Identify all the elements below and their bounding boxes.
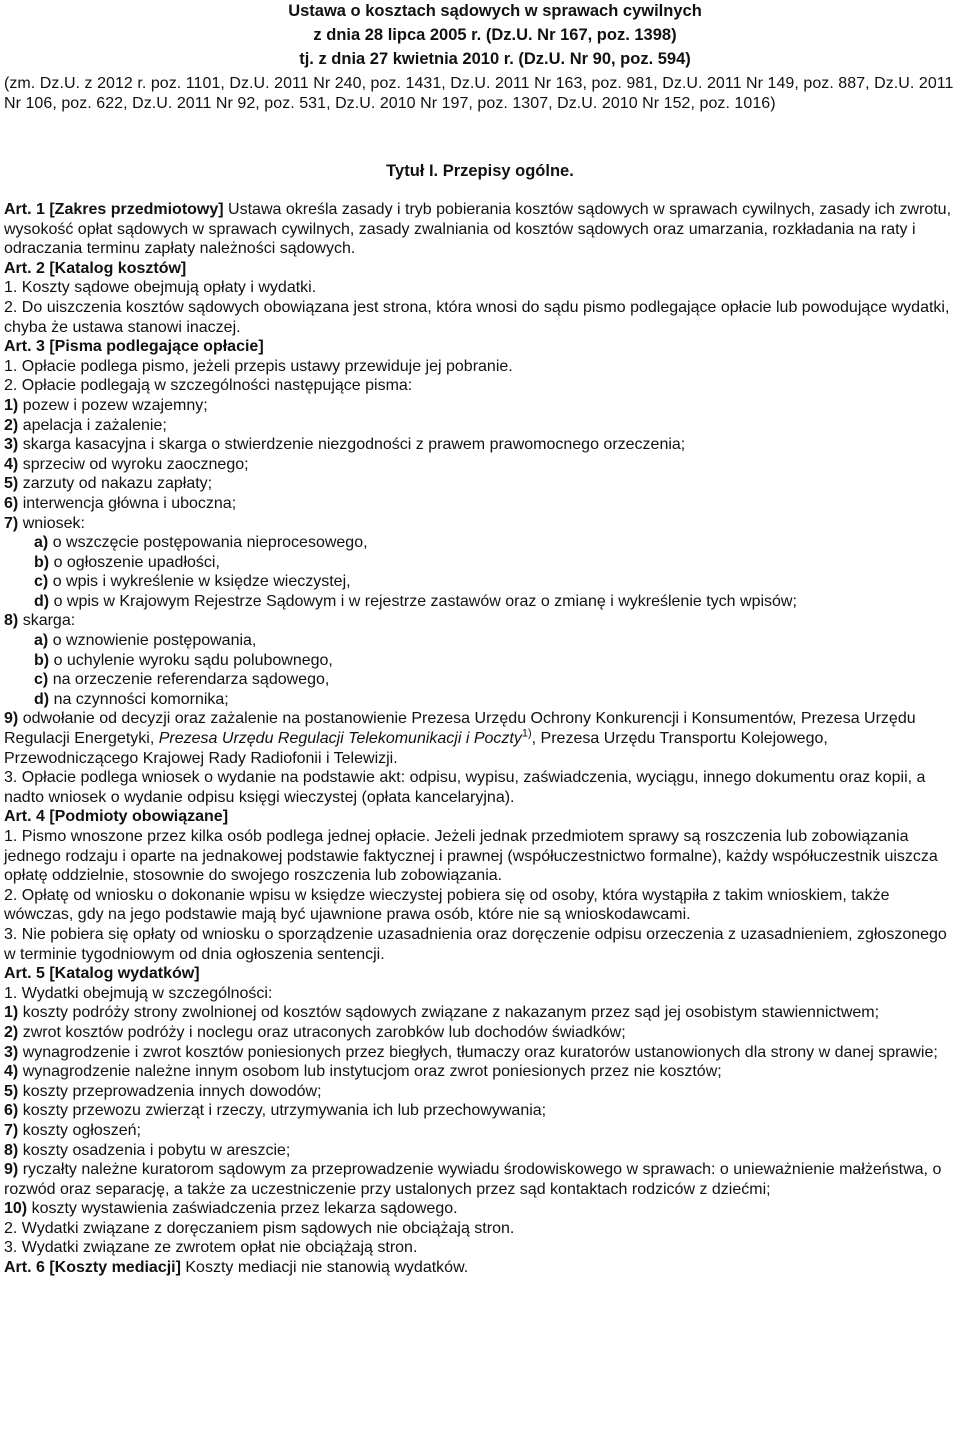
article-6-text: Koszty mediacji nie stanowią wydatków. [180,1259,469,1277]
article-1 [4,200,956,259]
list-item: 9) ryczałty należne kuratorom sądowym za przeprowadzenie wywiadu środowiskowego w sprawach: o unieważnienie małżeństwa, o rozwód oraz separację, a także za uczestniczenie przy ustalonych przez sąd kontaktach rodziców z dziećmi; [4,1161,942,1198]
section-title: Tytuł I. Przepisy ogólne. [386,162,574,180]
list-item: 2) apelacja i zażalenie; [4,416,167,434]
article-4-heading: Art. 4 [Podmioty obowiązane] [4,808,229,826]
list-item: 1) koszty podróży strony zwolnionej od kosztów sądowych związane z nakazanym przez sąd jej osobistym stawiennictwem; [4,1004,880,1022]
act-date-publication: z dnia 28 lipca 2005 r. (Dz.U. Nr 167, poz. 1398) [313,26,677,44]
list-item: 6) koszty przewozu zwierząt i rzeczy, utrzymywania ich lub przechowywania; [4,1102,547,1120]
footnote-reference[interactable]: 1) [521,727,532,740]
article-5-paragraph-1: 1. Wydatki obejmują w szczególności: [4,984,273,1002]
article-5-paragraph-3: 3. Wydatki związane ze zwrotem opłat nie obciążają stron. [4,1239,418,1257]
list-item: 2) zwrot kosztów podróży i noclegu oraz utraconych zarobków lub dochodów świadków; [4,1023,626,1041]
list-item: 9) odwołanie od decyzji oraz zażalenie na postanowienie Prezesa Urzędu Ochrony Konkurencji i Konsumentów, Prezesa Urzędu Regulacji Energetyki, Prezesa Urzędu Regulacji Telekomunikacji i Poczty$^{1)}$, Prezesa Urzędu Transportu Kolejowego, Przewodniczącego Krajowej Rady Radiofonii i Telewizji. [4,710,916,767]
act-body [4,200,956,1278]
article-4-paragraph-2: 2. Opłatę od wniosku o dokonanie wpisu w księdze wieczystej pobiera się od osoby, która wystąpiła z takim wnioskiem, także wówczas, gdy na jego podstawie mają być ujawnione prawa osób, które nie są wnioskodawcami. [4,886,890,924]
article-5-paragraph-2: 2. Wydatki związane z doręczaniem pism sądowych nie obciążają stron. [4,1219,515,1237]
consolidated-text-info: tj. z dnia 27 kwietnia 2010 r. (Dz.U. Nr 90, poz. 594) [299,50,691,68]
list-subitem: d) na czynności komornika; [34,690,229,708]
list-subitem: a) o wszczęcie postępowania nieprocesowego, [34,534,368,552]
article-4-paragraph-3: 3. Nie pobiera się opłaty od wniosku o sporządzenie uzasadnienia oraz doręczenie odpisu orzeczenia z uzasadnieniem, zgłoszonego w terminie tygodniowym od dnia ogłoszenia sentencji. [4,925,947,963]
list-subitem: b) o ogłoszenie upadłości, [34,553,220,571]
list-item: 8) koszty osadzenia i pobytu w areszcie; [4,1141,291,1159]
document-header [34,2,956,69]
list-item: 5) koszty przeprowadzenia innych dowodów; [4,1082,322,1100]
list-item: 5) zarzuty od nakazu zapłaty; [4,475,213,493]
article-3-paragraph-2: 2. Opłacie podlegają w szczególności następujące pisma: [4,377,413,395]
list-item: 6) interwencja główna i uboczna; [4,494,237,512]
article-5-heading: Art. 5 [Katalog wydatków] [4,965,200,983]
list-item: 3) skarga kasacyjna i skarga o stwierdzenie niezgodności z prawem prawomocnego orzeczenia; [4,436,686,454]
list-item: 8) skarga: [4,612,76,630]
article-3-heading: Art. 3 [Pisma podlegające opłacie] [4,338,264,356]
list-item: 7) wniosek: [4,514,85,532]
list-subitem: c) o wpis i wykreślenie w księdze wieczystej, [34,573,351,591]
article-2-paragraph-2: 2. Do uiszczenia kosztów sądowych obowiązana jest strona, która wnosi do sądu pismo podlegające opłacie lub powodujące wydatki, chyba że ustawa stanowi inaczej. [4,298,950,336]
list-item: 4) wynagrodzenie należne innym osobom lub instytucjom oraz zwrot poniesionych przez nie kosztów; [4,1063,722,1081]
list-item: 4) sprzeciw od wyroku zaocznego; [4,455,249,473]
amendments-list: (zm. Dz.U. z 2012 r. poz. 1101, Dz.U. 2011 Nr 240, poz. 1431, Dz.U. 2011 Nr 163, poz. 981, Dz.U. 2011 Nr 149, poz. 887, Dz.U. 2011 Nr 106, poz. 622, Dz.U. 2011 Nr 92, poz. 531, Dz.U. 2010 Nr 197, poz. 1307, Dz.U. 2010 Nr 152, poz. 1016) [4,75,954,112]
document [4,2,956,1278]
list-item: 7) koszty ogłoszeń; [4,1121,141,1139]
article-3-paragraph-3: 3. Opłacie podlega wniosek o wydanie na podstawie akt: odpisu, wypisu, zaświadczenia, wyciągu, innego dokumentu oraz kopii, a nadto wniosek o wydanie odpisu księgi wieczystej (opłata kancelaryjna). [4,769,926,806]
article-2-heading: Art. 2 [Katalog kosztów] [4,259,187,277]
article-6 [4,1258,956,1278]
list-subitem: a) o wznowienie postępowania, [34,632,257,650]
list-subitem: c) na orzeczenie referendarza sądowego, [34,671,330,689]
list-subitem: d) o wpis w Krajowym Rejestrze Sądowym i w rejestrze zastawów oraz o zmianę i wykreślenie tych wpisów; [34,592,797,610]
list-item: 3) wynagrodzenie i zwrot kosztów poniesionych przez biegłych, tłumaczy oraz kuratorów ustanowionych dla strony w danej sprawie; [4,1043,938,1061]
article-4-paragraph-1: 1. Pismo wnoszone przez kilka osób podlega jednej opłacie. Jeżeli jednak przedmiotem sprawy są roszczenia lub zobowiązania jednego rodzaju i oparte na jednakowej podstawie faktycznej i prawnej (współuczestnictwo formalne), każdy współuczestnik uiszcza opłatę oddzielnie, stosownie do swojego roszczenia lub zobowiązania. [4,828,938,885]
article-6-heading: Art. 6 [Koszty mediacji] [4,1259,181,1277]
article-1-heading: Art. 1 [Zakres przedmiotowy] [4,201,224,218]
list-subitem: b) o uchylenie wyroku sądu polubownego, [34,651,333,669]
article-3-paragraph-1: 1. Opłacie podlega pismo, jeżeli przepis ustawy przewiduje jej pobranie. [4,357,513,375]
act-title: Ustawa o kosztach sądowych w sprawach cywilnych [288,2,702,20]
list-item: 10) koszty wystawienia zaświadczenia przez lekarza sądowego. [4,1200,458,1218]
article-2-paragraph-1: 1. Koszty sądowe obejmują opłaty i wydatki. [4,279,317,297]
list-item: 1) pozew i pozew wzajemny; [4,396,208,414]
article-1-text: Ustawa określa zasady i tryb pobierania kosztów sądowych w sprawach cywilnych, zasady ich zwrotu, wysokość opłat sądowych w sprawach cywilnych, zasady zwalniania od kosztów sądowych oraz umarzania, rozkładania na raty i odraczania terminu zapłaty należności sądowych. [4,201,952,258]
